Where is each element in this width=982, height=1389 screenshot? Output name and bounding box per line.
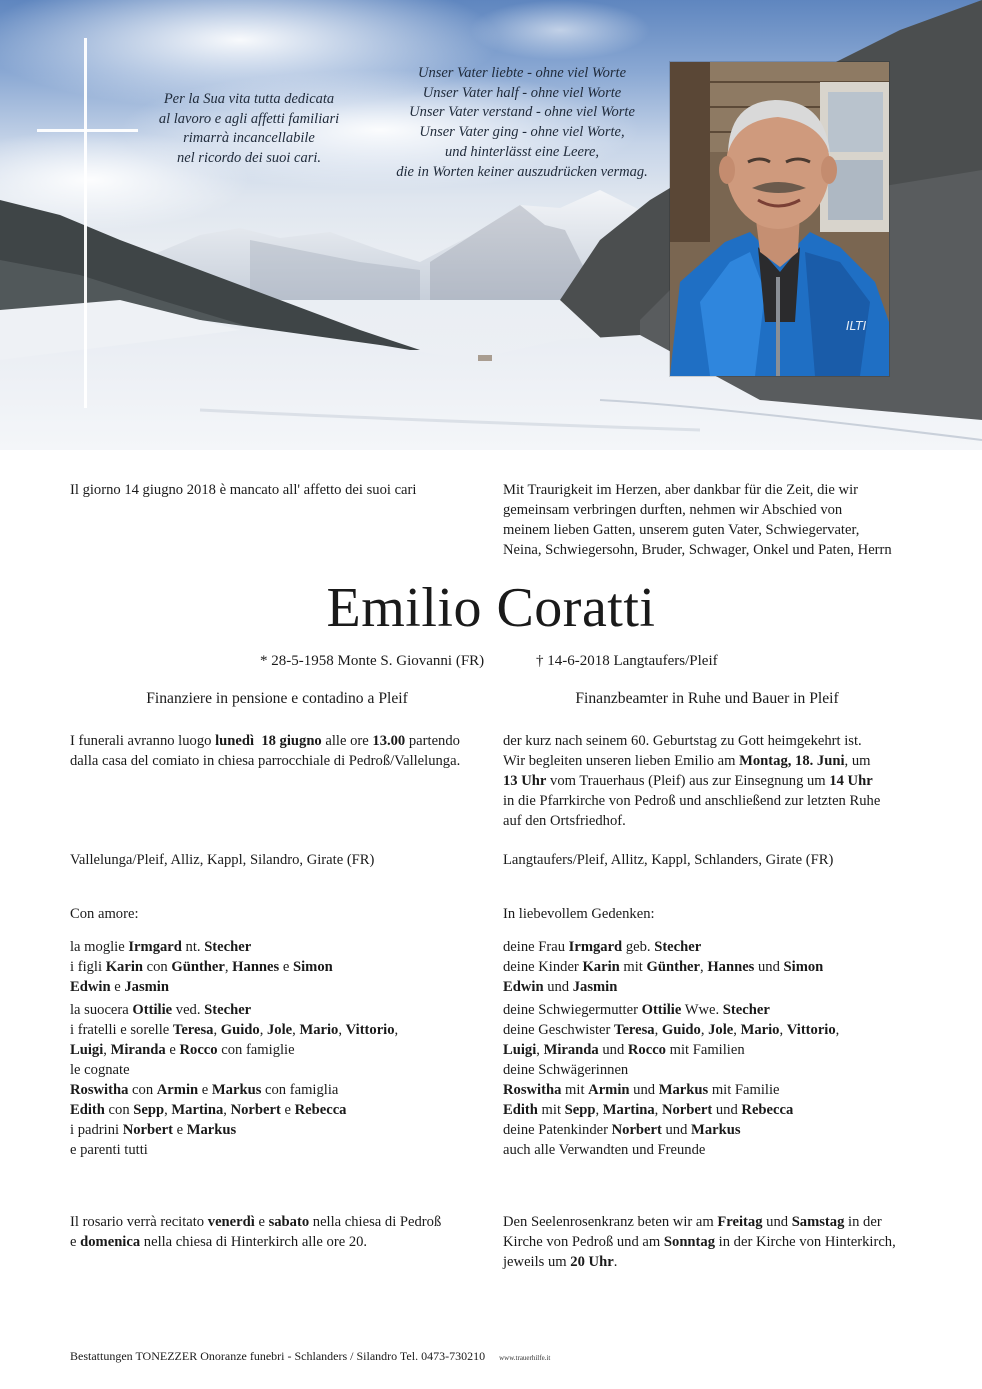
line-text: jeweils um [503, 1254, 571, 1270]
line-text: , [224, 959, 233, 975]
name-highlight: Jole [708, 1022, 734, 1038]
intro-german-line: meinem lieben Gatten, unserem guten Vater, Schwiegervater, [503, 522, 860, 538]
line-text: con famiglie [217, 1042, 295, 1058]
name-highlight: Rocco [627, 1042, 666, 1058]
mourners-italian-heading: Con amore: [70, 906, 139, 922]
mourner-line [503, 937, 911, 957]
line-text: deine Schwiegermutter [503, 1002, 642, 1018]
name-highlight: domenica [80, 1234, 141, 1250]
line-text: i figli [70, 959, 106, 975]
poem-line: Unser Vater ging - ohne viel Worte, [419, 124, 625, 141]
line-text: mit Familie [708, 1082, 780, 1098]
line-text: con famiglia [261, 1082, 339, 1098]
name-highlight: Teresa [614, 1022, 655, 1038]
name-highlight: Roswitha [70, 1082, 129, 1098]
name-highlight: Stecher [722, 1002, 770, 1018]
funeral-german-line [503, 751, 911, 771]
line-text: nt. [181, 939, 205, 955]
name-highlight: Hannes [232, 959, 280, 975]
line-text: Il rosario verrà recitato [70, 1214, 208, 1230]
line-text: e parenti tutti [70, 1142, 148, 1158]
funeral-date: Montag, 18. Juni [739, 753, 845, 769]
name-highlight: Markus [211, 1082, 262, 1098]
line-text: deine Kinder [503, 959, 583, 975]
line-text: , [259, 1022, 267, 1038]
name-highlight: Günther [171, 959, 225, 975]
rosary-italian [70, 1212, 480, 1252]
line-text: mit [561, 1082, 589, 1098]
epitaph-line: Per la Sua vita tutta dedicata [163, 91, 335, 107]
line-text: , [700, 1022, 709, 1038]
mourner-line [503, 1040, 911, 1060]
intro-german-line: Neina, Schwiegersohn, Bruder, Schwager, Onkel und Paten, Herrn [503, 542, 892, 558]
line-text: , [394, 1022, 399, 1038]
mourner-line [70, 937, 480, 957]
funeral-text: alle ore [321, 733, 373, 749]
name-highlight: Teresa [172, 1022, 214, 1038]
mourner-line [70, 957, 480, 977]
funeral-text: , um [844, 753, 871, 769]
name-highlight: Rebecca [294, 1102, 347, 1118]
rosary-line [70, 1212, 480, 1232]
funeral-text: partendo [405, 733, 460, 749]
line-text: i fratelli e sorelle [70, 1022, 173, 1038]
line-text: le cognate [70, 1062, 130, 1078]
name-highlight: Sepp [133, 1102, 165, 1118]
mourner-line [70, 1040, 480, 1060]
line-text: deine Geschwister [503, 1022, 615, 1038]
poem-line: Unser Vater verstand - ohne viel Worte [409, 104, 635, 121]
poem-line: die in Worten keiner auszudrücken vermag. [396, 163, 648, 180]
mourner-line [503, 1080, 911, 1100]
funeral-text: I funerali avranno luogo [70, 733, 216, 749]
line-text: in der [844, 1214, 882, 1230]
name-highlight: Jasmin [572, 979, 618, 995]
name-highlight: Edwin [70, 979, 111, 995]
name-highlight: Luigi [70, 1042, 104, 1058]
line-text: geb. [622, 939, 655, 955]
places-italian: Vallelunga/Pleif, Alliz, Kappl, Silandro, Girate (FR) [70, 852, 375, 868]
line-text: e [198, 1082, 212, 1098]
line-text: nella chiesa di Hinterkirch alle ore 20. [140, 1234, 368, 1250]
rosary-line [503, 1212, 911, 1232]
name-highlight: Jasmin [124, 979, 169, 995]
line-text: con [128, 1082, 157, 1098]
name-highlight: Martina [602, 1102, 655, 1118]
name-highlight: Norbert [661, 1102, 713, 1118]
line-text: , [654, 1102, 662, 1118]
name-highlight: Ottilie [641, 1002, 682, 1018]
name-highlight: Guido [661, 1022, 701, 1038]
portrait-photo [670, 62, 889, 376]
cross-vertical-beam [84, 38, 87, 408]
italian-epitaph [130, 90, 368, 168]
funeral-text: vom Trauerhaus (Pleif) aus zur Einsegnung um [546, 773, 830, 789]
name-highlight: Martina [171, 1102, 224, 1118]
mourner-line [503, 957, 911, 977]
name-highlight: Markus [691, 1122, 741, 1138]
funeral-date: 18 giugno [261, 733, 322, 749]
line-text: , [103, 1042, 111, 1058]
name-highlight: Sepp [564, 1102, 596, 1118]
line-text: , [292, 1022, 300, 1038]
line-text: ved. [172, 1002, 205, 1018]
mourner-line [503, 1000, 911, 1020]
rosary-line [503, 1252, 911, 1272]
mourners-german-heading: In liebevollem Gedenken: [503, 906, 655, 922]
death-info: † 14-6-2018 Langtaufers/Pleif [536, 653, 718, 669]
line-text: e [172, 1122, 187, 1138]
poem-line: Unser Vater liebte - ohne viel Worte [417, 65, 627, 81]
name-highlight: Günther [646, 959, 701, 975]
name-highlight: Samstag [791, 1214, 845, 1230]
line-text: und [629, 1082, 659, 1098]
mourner-line [70, 1100, 480, 1120]
name-highlight: Edith [503, 1102, 538, 1118]
line-text: , [654, 1022, 662, 1038]
line-text: , [835, 1022, 840, 1038]
epitaph-line: al lavoro e agli affetti familiari [158, 110, 340, 127]
mourner-line [503, 1020, 911, 1040]
funeral-german-line [503, 771, 911, 791]
name-highlight: Norbert [230, 1102, 281, 1118]
name-highlight: Irmgard [568, 939, 623, 955]
line-text: , [164, 1102, 172, 1118]
name-highlight: Simon [293, 959, 333, 975]
epitaph-line: rimarrà incancellabile [183, 130, 315, 146]
funeral-time: 13 Uhr [503, 773, 547, 789]
mourner-line [503, 977, 911, 997]
line-text: , [338, 1022, 346, 1038]
line-text: , [700, 959, 708, 975]
line-text: und [762, 1214, 792, 1230]
line-text: , [213, 1022, 221, 1038]
line-text: , [733, 1022, 741, 1038]
name-highlight: Karin [582, 959, 620, 975]
funeral-time: 13.00 [372, 733, 406, 749]
line-text: e [254, 1214, 269, 1230]
line-text: Wwe. [681, 1002, 723, 1018]
name-highlight: Luigi [503, 1042, 537, 1058]
mourner-line [70, 1140, 480, 1160]
mourner-line [70, 1120, 480, 1140]
mourners-german [503, 937, 911, 1160]
intro-german-line: gemeinsam verbringen durften, nehmen wir Abschied von [503, 502, 843, 518]
funeral-german-line: auf den Ortsfriedhof. [503, 813, 626, 829]
name-highlight: Rebecca [741, 1102, 794, 1118]
name-highlight: venerdì [207, 1214, 255, 1230]
name-highlight: Edwin [503, 979, 544, 995]
name-highlight: Markus [186, 1122, 237, 1138]
name-highlight: Jole [267, 1022, 293, 1038]
funeral-italian-line [70, 731, 480, 751]
poem-line: und hinterlässt eine Leere, [444, 143, 600, 160]
name-highlight: Stecher [204, 1002, 252, 1018]
line-text: , [779, 1022, 787, 1038]
funeral-italian-line: dalla casa del comiato in chiesa parrocchiale di Pedroß/Vallelunga. [70, 753, 461, 769]
website-link[interactable]: www.trauerhilfe.it [499, 1354, 551, 1362]
name-highlight: Guido [220, 1022, 260, 1038]
funeral-german [503, 731, 911, 831]
funeral-german-line: in die Pfarrkirche von Pedroß und anschließend zur letzten Ruhe [503, 793, 881, 809]
line-text: und [754, 959, 784, 975]
deceased-name: Emilio Coratti [326, 577, 656, 639]
funeral-italian [70, 731, 480, 771]
line-text: deine Frau [503, 939, 569, 955]
svg-text:ILTI: ILTI [846, 319, 867, 333]
line-text: mit [537, 1102, 565, 1118]
name-highlight: Vittorio [786, 1022, 836, 1038]
line-text: und [598, 1042, 628, 1058]
name-highlight: Rocco [179, 1042, 218, 1058]
line-text: , [595, 1102, 603, 1118]
name-highlight: Vittorio [345, 1022, 395, 1038]
places-german: Langtaufers/Pleif, Allitz, Kappl, Schlanders, Girate (FR) [503, 852, 834, 868]
line-text: und [712, 1102, 742, 1118]
name-highlight: Roswitha [503, 1082, 562, 1098]
line-text: Den Seelenrosenkranz beten wir am [503, 1214, 718, 1230]
line-text: e [279, 959, 293, 975]
mourners-italian [70, 937, 480, 1160]
line-text: e [165, 1042, 180, 1058]
mourner-line [70, 1060, 480, 1080]
line-text: , [536, 1042, 544, 1058]
poem-line: Unser Vater half - ohne viel Worte [422, 84, 622, 101]
line-text: in der Kirche von Hinterkirch, [715, 1234, 896, 1250]
line-text: la suocera [70, 1002, 133, 1018]
line-text: Kirche von Pedroß und am [503, 1234, 664, 1250]
cross-horizontal-beam [37, 129, 138, 132]
name-highlight: Ottilie [132, 1002, 173, 1018]
name-highlight: Miranda [110, 1042, 166, 1058]
intro-german [503, 480, 911, 560]
name-highlight: Hannes [707, 959, 755, 975]
name-highlight: Stecher [654, 939, 702, 955]
line-text: , [223, 1102, 231, 1118]
mourner-line [70, 1020, 480, 1040]
name-highlight: Markus [658, 1082, 709, 1098]
mourner-line [503, 1120, 911, 1140]
line-text: . [613, 1254, 618, 1270]
funeral-german-line: der kurz nach seinem 60. Geburtstag zu Gott heimgekehrt ist. [503, 733, 862, 749]
portrait-illustration [670, 62, 889, 376]
line-text: con [142, 959, 172, 975]
header-landscape [0, 0, 982, 450]
name-highlight: Edith [70, 1102, 105, 1118]
funeral-text: Wir begleiten unseren lieben Emilio am [503, 753, 740, 769]
line-text: auch alle Verwandten und Freunde [503, 1142, 706, 1158]
name-highlight: Mario [299, 1022, 339, 1038]
name-highlight: sabato [268, 1214, 310, 1230]
line-text: mit [619, 959, 647, 975]
name-highlight: 20 Uhr [570, 1254, 614, 1270]
line-text: und [543, 979, 573, 995]
mourner-line [503, 1060, 911, 1080]
name-highlight: Mario [740, 1022, 780, 1038]
name-highlight: Sonntag [663, 1234, 716, 1250]
mourner-line [503, 1100, 911, 1120]
rosary-line [503, 1232, 911, 1252]
rosary-line [70, 1232, 480, 1252]
line-text: deine Schwägerinnen [503, 1062, 629, 1078]
line-text: con [104, 1102, 134, 1118]
name-highlight: Norbert [122, 1122, 173, 1138]
rosary-german [503, 1212, 911, 1272]
intro-german-line: Mit Traurigkeit im Herzen, aber dankbar für die Zeit, die wir [503, 482, 859, 498]
name-highlight: Irmgard [128, 939, 182, 955]
epitaph-line: nel ricordo dei suoi cari. [176, 149, 322, 166]
name-highlight: Armin [156, 1082, 199, 1098]
line-text: i padrini [70, 1122, 123, 1138]
birth-info: * 28-5-1958 Monte S. Giovanni (FR) [260, 653, 485, 669]
line-text: la moglie [70, 939, 129, 955]
funeral-home-info: Bestattungen TONEZZER Onoranze funebri - Schlanders / Silandro Tel. 0473-730210 [70, 1349, 486, 1363]
funeral-home-footer [70, 1349, 550, 1364]
name-highlight: Norbert [611, 1122, 662, 1138]
name-highlight: Simon [783, 959, 824, 975]
mourner-line [503, 1140, 911, 1160]
name-highlight: Armin [588, 1082, 630, 1098]
mourner-line [70, 1000, 480, 1020]
intro-italian: Il giorno 14 giugno 2018 è mancato all' affetto dei suoi cari [70, 482, 417, 498]
name-highlight: Miranda [543, 1042, 599, 1058]
line-text: e [110, 979, 125, 995]
line-text: und [661, 1122, 692, 1138]
mourner-line [70, 977, 480, 997]
occupation-german: Finanzbeamter in Ruhe und Bauer in Pleif [575, 690, 839, 707]
name-highlight: Karin [105, 959, 143, 975]
line-text: e [280, 1102, 295, 1118]
line-text: mit Familien [665, 1042, 745, 1058]
line-text: deine Patenkinder [503, 1122, 612, 1138]
name-highlight: Freitag [717, 1214, 763, 1230]
name-highlight: Stecher [204, 939, 252, 955]
mourner-line [70, 1080, 480, 1100]
funeral-day: lunedì [215, 733, 255, 749]
german-poem [372, 64, 672, 182]
funeral-time: 14 Uhr [829, 773, 873, 789]
line-text: e [70, 1234, 81, 1250]
occupation-italian: Finanziere in pensione e contadino a Pleif [146, 690, 408, 707]
line-text: nella chiesa di Pedroß [309, 1214, 442, 1230]
